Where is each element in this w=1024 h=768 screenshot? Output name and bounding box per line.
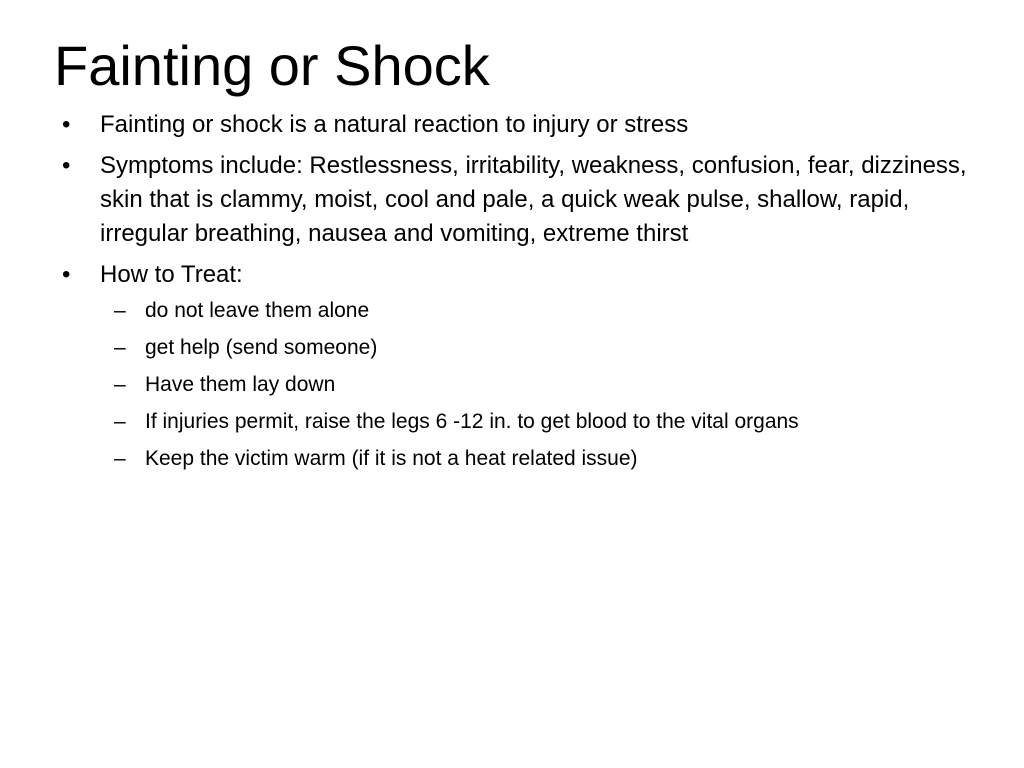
bullet-text: How to Treat:	[100, 261, 243, 288]
sub-bullet-text: get help (send someone)	[145, 336, 378, 359]
sub-bullet-item	[0, 296, 984, 326]
dash-marker: –	[114, 373, 126, 396]
dash-marker: –	[114, 336, 126, 359]
dash-marker: –	[114, 410, 126, 433]
bullet-item	[0, 149, 1024, 251]
bullet-item	[0, 108, 1024, 142]
slide-title: Fainting or Shock	[54, 34, 490, 97]
sub-bullet-item	[0, 444, 984, 474]
sub-bullet-text: Have them lay down	[145, 373, 336, 396]
dash-marker: –	[114, 299, 126, 322]
sub-bullet-text: do not leave them alone	[145, 299, 370, 322]
bullet-marker: •	[62, 261, 71, 288]
sub-bullet-item	[0, 370, 984, 400]
sub-bullet-item	[0, 333, 984, 363]
bullet-item	[0, 258, 1024, 474]
bullet-text: Symptoms include: Restlessness, irritability, weakness, confusion, fear, dizziness, skin that is clammy, moist, cool and pale, a quick weak pulse, shallow, rapid, irregular breathing, nausea and vomiting, extreme thirst	[100, 152, 967, 247]
bullet-text: Fainting or shock is a natural reaction to injury or stress	[100, 111, 689, 138]
sub-bullet-item	[0, 407, 984, 437]
bullet-marker: •	[62, 152, 71, 179]
bullet-marker: •	[62, 111, 71, 138]
sub-bullet-list	[100, 296, 984, 474]
dash-marker: –	[114, 447, 126, 470]
bullet-list	[0, 108, 1024, 481]
sub-bullet-text: If injuries permit, raise the legs 6 -12 in. to get blood to the vital organs	[145, 410, 799, 433]
sub-bullet-text: Keep the victim warm (if it is not a heat related issue)	[145, 447, 638, 470]
